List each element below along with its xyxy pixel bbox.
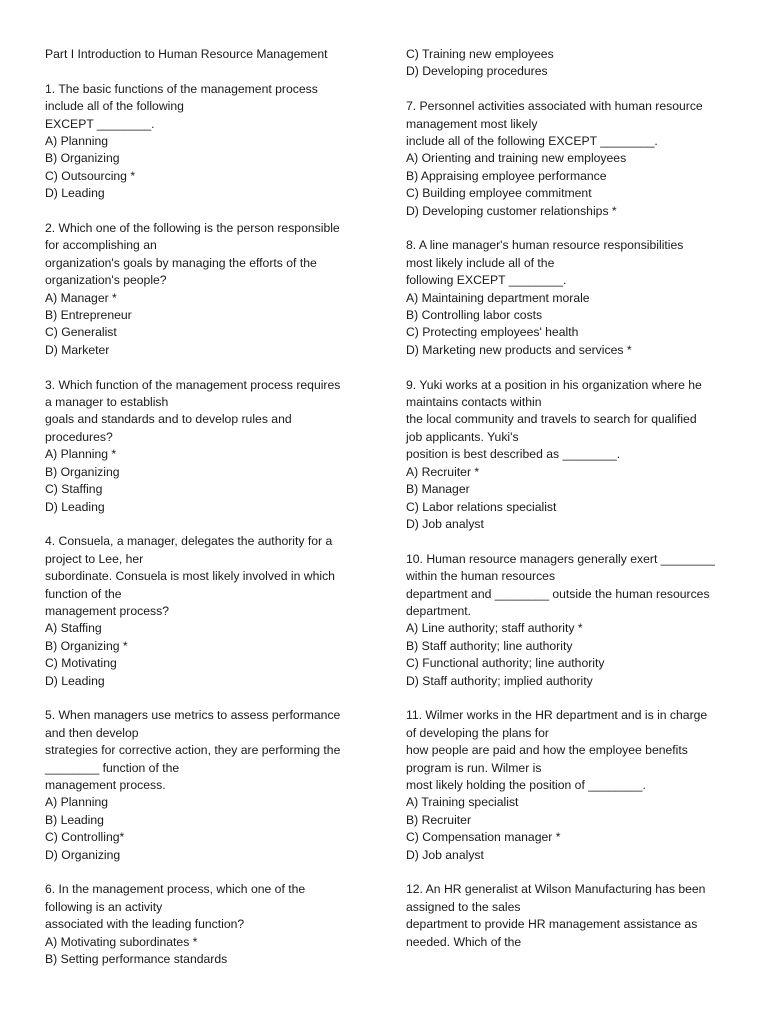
question-line: A) Recruiter * — [406, 464, 480, 479]
question-block — [406, 377, 736, 534]
question-line: B) Manager — [406, 482, 470, 497]
question-line: associated with the leading function? — [45, 917, 245, 932]
question-line: 7. Personnel activities associated with human resource — [406, 99, 703, 114]
right-question-list — [406, 46, 736, 951]
question-block — [406, 237, 736, 359]
question-line: management process. — [45, 777, 166, 792]
question-line: C) Motivating — [45, 656, 117, 671]
question-line: management most likely — [406, 116, 538, 131]
question-line: 4. Consuela, a manager, delegates the authority for a — [45, 534, 333, 549]
question-line: ________ function of the — [45, 760, 180, 775]
question-line: subordinate. Consuela is most likely involved in which — [45, 569, 335, 584]
question-block — [406, 46, 736, 81]
question-line: A) Manager * — [45, 290, 117, 305]
question-block — [45, 707, 370, 864]
question-line: EXCEPT ________. — [45, 116, 155, 131]
question-line: A) Training specialist — [406, 795, 519, 810]
question-line: 5. When managers use metrics to assess performance — [45, 708, 341, 723]
question-block — [406, 551, 736, 690]
question-line: A) Line authority; staff authority * — [406, 621, 583, 636]
question-line: organization's goals by managing the efforts of the — [45, 255, 317, 270]
question-line: D) Leading — [45, 673, 105, 688]
question-line: D) Leading — [45, 499, 105, 514]
question-line: B) Appraising employee performance — [406, 168, 607, 183]
question-line: A) Planning * — [45, 447, 117, 462]
question-line: B) Setting performance standards — [45, 952, 228, 967]
question-line: D) Organizing — [45, 847, 121, 862]
question-block — [406, 98, 736, 220]
question-line: for accomplishing an — [45, 238, 157, 253]
question-line: department to provide HR management assistance as — [406, 917, 698, 932]
question-line: A) Orienting and training new employees — [406, 151, 627, 166]
question-line: 10. Human resource managers generally exert ________ — [406, 551, 715, 566]
question-line: 12. An HR generalist at Wilson Manufacturing has been — [406, 882, 706, 897]
question-line: D) Marketer — [45, 342, 110, 357]
question-line: A) Motivating subordinates * — [45, 934, 198, 949]
question-line: 3. Which function of the management process requires — [45, 377, 341, 392]
right-column — [406, 46, 736, 968]
question-line: 6. In the management process, which one of the — [45, 882, 306, 897]
question-line: project to Lee, her — [45, 551, 144, 566]
question-line: C) Training new employees — [406, 47, 554, 61]
question-line: include all of the following EXCEPT ________. — [406, 134, 658, 149]
question-line: C) Labor relations specialist — [406, 499, 557, 514]
question-line: most likely holding the position of ________. — [406, 777, 646, 792]
question-line: and then develop — [45, 725, 139, 740]
question-line: B) Recruiter — [406, 812, 472, 827]
page-title: Part I Introduction to Human Resource Management — [45, 47, 328, 61]
question-line: 8. A line manager's human resource responsibilities — [406, 238, 684, 253]
question-line: 2. Which one of the following is the person responsible — [45, 221, 340, 236]
question-line: D) Marketing new products and services * — [406, 342, 632, 357]
question-line: of developing the plans for — [406, 725, 549, 740]
question-line: the local community and travels to search for qualified — [406, 412, 697, 427]
question-line: following EXCEPT ________. — [406, 273, 567, 288]
question-line: organization's people? — [45, 273, 167, 288]
question-line: following is an activity — [45, 899, 163, 914]
question-line: C) Staffing — [45, 482, 103, 497]
question-line: A) Maintaining department morale — [406, 290, 590, 305]
question-line: C) Compensation manager * — [406, 830, 561, 845]
question-line: B) Organizing — [45, 464, 120, 479]
question-block — [45, 220, 370, 359]
question-line: D) Job analyst — [406, 516, 484, 531]
question-line: strategies for corrective action, they are performing the — [45, 743, 341, 758]
question-line: B) Controlling labor costs — [406, 308, 543, 323]
question-block — [45, 533, 370, 690]
question-line: most likely include all of the — [406, 255, 555, 270]
question-line: B) Organizing — [45, 151, 120, 166]
question-line: position is best described as ________. — [406, 447, 621, 462]
question-line: 9. Yuki works at a position in his organization where he — [406, 377, 702, 392]
question-line: C) Building employee commitment — [406, 186, 592, 201]
question-block — [45, 377, 370, 516]
question-line: how people are paid and how the employee benefits — [406, 743, 688, 758]
question-block — [45, 81, 370, 203]
question-line: within the human resources — [406, 569, 556, 584]
question-line: B) Organizing * — [45, 638, 128, 653]
question-line: job applicants. Yuki's — [406, 429, 519, 444]
question-line: procedures? — [45, 429, 113, 444]
question-line: B) Staff authority; line authority — [406, 638, 573, 653]
question-line: department and ________ outside the human resources — [406, 586, 710, 601]
question-line: maintains contacts within — [406, 395, 542, 410]
question-line: management process? — [45, 603, 169, 618]
question-line: goals and standards and to develop rules and — [45, 412, 292, 427]
question-line: C) Controlling* — [45, 830, 125, 845]
question-line: 11. Wilmer works in the HR department and is in charge — [406, 708, 708, 723]
question-line: A) Staffing — [45, 621, 102, 636]
question-line: C) Functional authority; line authority — [406, 656, 605, 671]
question-line: D) Job analyst — [406, 847, 484, 862]
left-column — [45, 46, 370, 986]
question-line: a manager to establish — [45, 395, 169, 410]
question-line: D) Developing procedures — [406, 64, 548, 79]
question-line: A) Planning — [45, 795, 109, 810]
question-line: B) Entrepreneur — [45, 308, 132, 323]
question-line: D) Leading — [45, 186, 105, 201]
question-line: C) Outsourcing * — [45, 168, 136, 183]
question-line: B) Leading — [45, 812, 104, 827]
question-line: D) Staff authority; implied authority — [406, 673, 593, 688]
question-block — [406, 707, 736, 864]
question-line: 1. The basic functions of the management process — [45, 81, 318, 96]
question-line: function of the — [45, 586, 122, 601]
left-question-list — [45, 81, 370, 969]
question-line: needed. Which of the — [406, 934, 522, 949]
question-line: assigned to the sales — [406, 899, 521, 914]
question-line: C) Generalist — [45, 325, 117, 340]
question-line: include all of the following — [45, 99, 184, 114]
question-line: D) Developing customer relationships * — [406, 203, 617, 218]
question-line: A) Planning — [45, 134, 109, 149]
question-line: program is run. Wilmer is — [406, 760, 542, 775]
question-line: C) Protecting employees' health — [406, 325, 579, 340]
question-block — [45, 881, 370, 968]
question-block — [406, 881, 736, 951]
question-line: department. — [406, 603, 472, 618]
